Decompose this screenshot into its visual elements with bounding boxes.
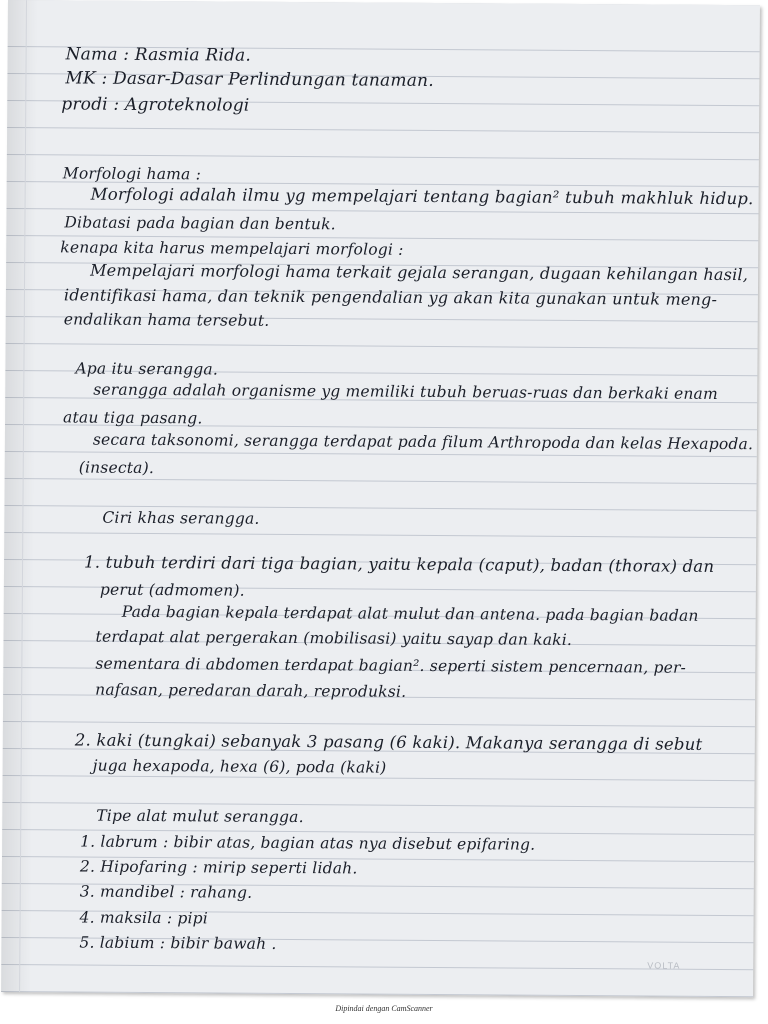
section-heading-ciri: Ciri khas serangga. xyxy=(102,508,260,528)
page-margin-line xyxy=(19,0,27,992)
scanner-footer: Dipindai dengan CamScanner xyxy=(335,1004,433,1013)
morfologi-line: kenapa kita harus mempelajari morfologi : xyxy=(60,238,404,259)
mulut-item: 4. maksila : pipi xyxy=(79,908,209,928)
ciri-line: sementara di abdomen terdapat bagian². seperti sistem pencernaan, per- xyxy=(95,654,687,677)
morfologi-line: identifikasi hama, dan teknik pengendalian yg akan kita gunakan untuk meng- xyxy=(63,285,718,309)
mulut-item: 3. mandibel : rahang. xyxy=(79,882,253,902)
ciri-line: 2. kaki (tungkai) sebanyak 3 pasang (6 kaki). Makanya serangga di sebut xyxy=(74,730,703,754)
serangga-line: (insecta). xyxy=(78,458,155,478)
ciri-line: 1. tubuh terdiri dari tiga bagian, yaitu kepala (caput), badan (thorax) dan xyxy=(84,552,715,576)
ciri-line: Pada bagian kepala terdapat alat mulut dan antena. pada bagian badan xyxy=(121,602,699,625)
ciri-line: nafasan, peredaran darah, reproduksi. xyxy=(95,680,407,701)
mulut-item: 5. labium : bibir bawah . xyxy=(79,933,277,953)
section-heading-mulut: Tipe alat mulut serangga. xyxy=(96,806,304,827)
header-mk: MK : Dasar-Dasar Perlindungan tanaman. xyxy=(65,68,434,91)
notebook-page xyxy=(1,0,760,997)
paper-brand-stamp: VOLTA xyxy=(647,960,681,971)
serangga-line: secara taksonomi, serangga terdapat pada filum Arthropoda dan kelas Hexapoda. xyxy=(92,430,754,454)
header-prodi: prodi : Agroteknologi xyxy=(61,94,250,116)
morfologi-line: endalikan hama tersebut. xyxy=(63,310,270,330)
serangga-line: atau tiga pasang. xyxy=(63,408,203,428)
ciri-line: juga hexapoda, hexa (6), poda (kaki) xyxy=(92,756,387,777)
ciri-line: perut (admomen). xyxy=(99,580,245,600)
mulut-item: 1. labrum : bibir atas, bagian atas nya disebut epifaring. xyxy=(80,832,536,854)
header-nama: Nama : Rasmia Rida. xyxy=(65,44,252,66)
section-heading-serangga: Apa itu serangga. xyxy=(75,359,219,379)
morfologi-line: Mempelajari morfologi hama terkait gejala serangan, dugaan kehilangan hasil, xyxy=(90,260,749,285)
morfologi-line: Morfologi adalah ilmu yg mempelajari tentang bagian² tubuh makhluk hidup. xyxy=(90,184,754,209)
serangga-line: serangga adalah organisme yg memiliki tubuh beruas-ruas dan berkaki enam xyxy=(93,380,718,403)
morfologi-line: Dibatasi pada bagian dan bentuk. xyxy=(64,213,336,234)
section-heading-morfologi: Morfologi hama : xyxy=(62,164,202,184)
mulut-item: 2. Hipofaring : mirip seperti lidah. xyxy=(79,857,358,878)
ciri-line: terdapat alat pergerakan (mobilisasi) yaitu sayap dan kaki. xyxy=(95,627,573,649)
